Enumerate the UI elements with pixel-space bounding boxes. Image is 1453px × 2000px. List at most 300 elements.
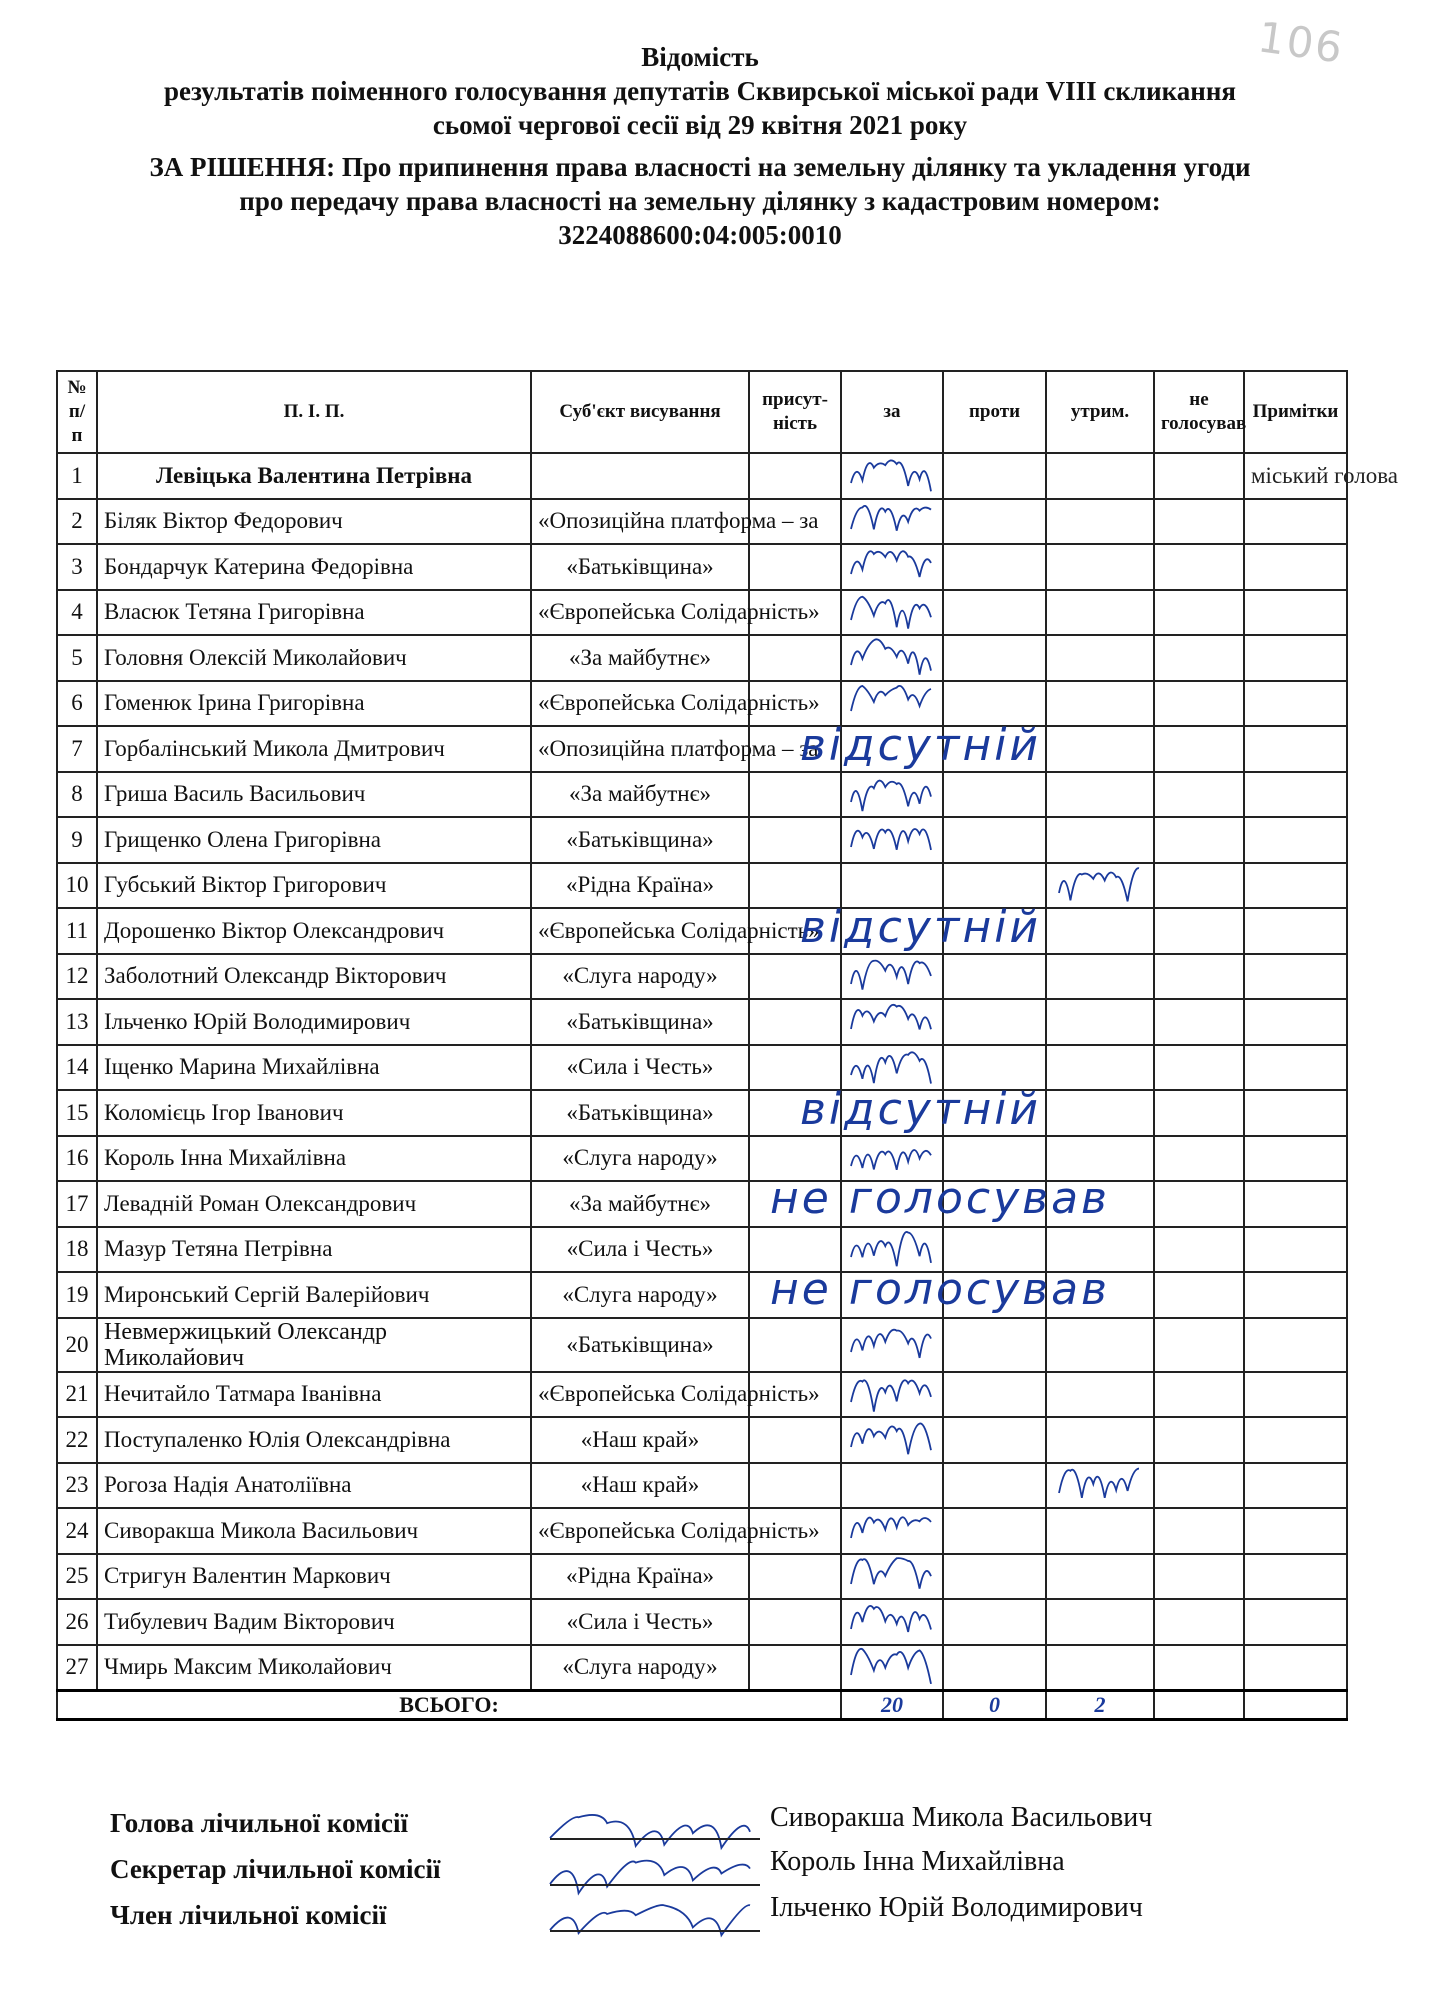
cell-not-voted [1154,817,1244,863]
cell-for [841,1554,943,1600]
total-for: 20 [841,1691,943,1720]
commission-secretary [110,1854,440,1885]
nominating-party: «Батьківщина» [531,999,749,1045]
col-header-present: присут-ність [749,371,841,453]
row-note [1244,1645,1347,1691]
cell-abstain [1046,1090,1154,1136]
cell-for [841,999,943,1045]
cell-for [841,681,943,727]
row-number: 3 [57,544,97,590]
row-number: 24 [57,1508,97,1554]
table-row [57,1272,1347,1318]
cell-present [749,772,841,818]
cell-against [943,1554,1046,1600]
cell-not-voted [1154,1318,1244,1372]
cell-not-voted [1154,863,1244,909]
row-number: 12 [57,954,97,1000]
deputy-name: Дорошенко Віктор Олександрович [97,908,531,954]
total-label: ВСЬОГО: [57,1691,841,1720]
table-row [57,1181,1347,1227]
deputy-name: Рогоза Надія Анатоліївна [97,1463,531,1509]
deputy-name: Ільченко Юрій Володимирович [97,999,531,1045]
row-number: 10 [57,863,97,909]
row-number: 16 [57,1136,97,1182]
nominating-party: «Рідна Країна» [531,1554,749,1600]
row-note [1244,772,1347,818]
cell-against [943,681,1046,727]
nominating-party: «Наш край» [531,1463,749,1509]
row-number: 27 [57,1645,97,1691]
deputy-name: Горбалінський Микола Дмитрович [97,726,531,772]
cell-for [841,1645,943,1691]
nominating-party: «За майбутнє» [531,635,749,681]
table-row [57,635,1347,681]
commission-chair-name: Сиворакша Микола Васильович [770,1802,1153,1833]
nominating-party: «Європейська Солідарність» [531,1372,749,1418]
document-subtitle-line1: результатів поіменного голосування депутатів Сквирської міської ради VIII скликання [163,76,1237,106]
cell-present [749,1417,841,1463]
total-abstain: 2 [1046,1691,1154,1720]
col-header-party: Суб'єкт висування [531,371,749,453]
table-row [57,817,1347,863]
row-number: 2 [57,499,97,545]
cell-abstain [1046,1136,1154,1182]
col-header-num: № п/п [57,371,97,453]
table-row [57,1463,1347,1509]
row-number: 4 [57,590,97,636]
cell-present [749,1599,841,1645]
cell-not-voted [1154,1090,1244,1136]
cell-against [943,1136,1046,1182]
row-number: 1 [57,453,97,499]
cell-abstain [1046,726,1154,772]
cell-abstain [1046,1227,1154,1273]
cell-against [943,1045,1046,1091]
cell-against [943,817,1046,863]
nominating-party: «Європейська Солідарність» [531,908,749,954]
cell-for [841,635,943,681]
row-note [1244,635,1347,681]
cell-abstain [1046,908,1154,954]
row-number: 26 [57,1599,97,1645]
table-row [57,772,1347,818]
row-note [1244,1136,1347,1182]
cell-for [841,1181,943,1227]
cell-not-voted [1154,635,1244,681]
cell-abstain [1046,772,1154,818]
nominating-party: «Опозиційна платформа – за [531,726,749,772]
deputy-name: Стригун Валентин Маркович [97,1554,531,1600]
nominating-party: «Слуга народу» [531,1272,749,1318]
cell-against [943,1599,1046,1645]
nominating-party: «Сила і Честь» [531,1227,749,1273]
cell-not-voted [1154,590,1244,636]
row-note [1244,1318,1347,1372]
cell-not-voted [1154,954,1244,1000]
cell-for [841,1272,943,1318]
page-number: 106 [1255,12,1348,73]
table-row [57,681,1347,727]
handwritten-note: не голосував [770,1173,1110,1224]
deputy-name: Коломієць Ігор Іванович [97,1090,531,1136]
row-note [1244,908,1347,954]
cell-not-voted [1154,681,1244,727]
cell-not-voted [1154,1045,1244,1091]
cell-abstain [1046,954,1154,1000]
cell-abstain [1046,635,1154,681]
table-row [57,1227,1347,1273]
row-note [1244,1508,1347,1554]
cell-present [749,1272,841,1318]
table-row [57,999,1347,1045]
cell-abstain [1046,499,1154,545]
cell-present [749,1045,841,1091]
cell-for [841,908,943,954]
cell-not-voted [1154,1554,1244,1600]
cell-against [943,999,1046,1045]
deputy-name: Король Інна Михайлівна [97,1136,531,1182]
deputy-name: Губський Віктор Григорович [97,863,531,909]
cell-not-voted [1154,1136,1244,1182]
cell-not-voted [1154,999,1244,1045]
col-header-name: П. І. П. [97,371,531,453]
row-note [1244,1463,1347,1509]
cell-abstain [1046,1272,1154,1318]
cell-against [943,635,1046,681]
deputy-name: Іщенко Марина Михайлівна [97,1045,531,1091]
row-number: 11 [57,908,97,954]
row-note [1244,726,1347,772]
row-note [1244,1272,1347,1318]
total-row [57,1691,1347,1720]
nominating-party: «Європейська Солідарність» [531,1508,749,1554]
row-number: 9 [57,817,97,863]
row-note [1244,999,1347,1045]
table-row [57,1090,1347,1136]
table-header-row [57,371,1347,453]
cell-present [749,954,841,1000]
cell-against [943,1227,1046,1273]
cell-present [749,635,841,681]
cell-not-voted [1154,772,1244,818]
deputy-name: Нечитайло Татмара Іванівна [97,1372,531,1418]
deputy-name: Тибулевич Вадим Вікторович [97,1599,531,1645]
row-note [1244,544,1347,590]
nominating-party: «Наш край» [531,1417,749,1463]
cell-not-voted [1154,1181,1244,1227]
deputy-name: Власюк Тетяна Григорівна [97,590,531,636]
row-number: 13 [57,999,97,1045]
deputy-name: Заболотний Олександр Вікторович [97,954,531,1000]
cell-for [841,1090,943,1136]
cell-for [841,1372,943,1418]
table-row [57,726,1347,772]
cell-not-voted [1154,544,1244,590]
cell-abstain [1046,1554,1154,1600]
handwritten-note: відсутній [800,720,1042,771]
commission-secretary-name: Король Інна Михайлівна [770,1846,1065,1877]
cell-for [841,1508,943,1554]
commission-member [110,1900,387,1931]
deputy-name: Гоменюк Ірина Григорівна [97,681,531,727]
row-note [1244,1599,1347,1645]
handwritten-note: відсутній [800,1084,1042,1135]
cell-present [749,1181,841,1227]
cell-against [943,1508,1046,1554]
nominating-party: «Батьківщина» [531,1090,749,1136]
cell-for [841,499,943,545]
handwritten-note: не голосував [770,1264,1110,1315]
col-header-for: за [841,371,943,453]
cell-for [841,863,943,909]
cell-abstain [1046,590,1154,636]
nominating-party: «Опозиційна платформа – за [531,499,749,545]
cell-not-voted [1154,1272,1244,1318]
signature-line [550,1838,760,1840]
cell-for [841,1599,943,1645]
nominating-party: «Слуга народу» [531,1136,749,1182]
cell-against [943,772,1046,818]
deputy-name: Біляк Віктор Федорович [97,499,531,545]
cell-not-voted [1154,726,1244,772]
row-number: 19 [57,1272,97,1318]
cell-not-voted [1154,1227,1244,1273]
table-row [57,1508,1347,1554]
row-note [1244,1090,1347,1136]
col-header-note: Примітки [1244,371,1347,453]
voting-table [56,370,1398,1721]
cell-for [841,726,943,772]
nominating-party: «Сила і Честь» [531,1045,749,1091]
col-header-against: проти [943,371,1046,453]
row-note [1244,1554,1347,1600]
signature-mark [550,1815,750,1848]
col-header-not-voted: не голосував [1154,371,1244,453]
cell-against [943,1272,1046,1318]
cell-for [841,590,943,636]
row-number: 14 [57,1045,97,1091]
deputy-name: Мазур Тетяна Петрівна [97,1227,531,1273]
nominating-party: «Слуга народу» [531,1645,749,1691]
nominating-party: «За майбутнє» [531,772,749,818]
row-number: 23 [57,1463,97,1509]
deputy-name: Головня Олексій Миколайович [97,635,531,681]
row-number: 15 [57,1090,97,1136]
cell-against [943,1463,1046,1509]
row-number: 5 [57,635,97,681]
cell-against [943,726,1046,772]
row-note [1244,1417,1347,1463]
deputy-name: Левіцька Валентина Петрівна [97,453,531,499]
decision-line2: про передачу права власності на земельну ділянку з кадастровим номером: [239,186,1161,216]
table-row [57,453,1347,499]
nominating-party: «Європейська Солідарність» [531,681,749,727]
deputy-name: Бондарчук Катерина Федорівна [97,544,531,590]
deputy-name: Грищенко Олена Григорівна [97,817,531,863]
commission-member-name: Ільченко Юрій Володимирович [770,1892,1143,1923]
cell-against [943,1181,1046,1227]
decision-line1: ЗА РІШЕННЯ: Про припинення права власності на земельну ділянку та укладення угоди [149,152,1251,182]
cell-present [749,817,841,863]
row-number: 21 [57,1372,97,1418]
table-row [57,1136,1347,1182]
cell-present [749,1136,841,1182]
cell-abstain [1046,544,1154,590]
cell-not-voted [1154,1508,1244,1554]
cell-against [943,544,1046,590]
cell-against [943,1318,1046,1372]
handwritten-note: відсутній [800,902,1042,953]
table-row [57,590,1347,636]
row-note [1244,1181,1347,1227]
deputy-name: Поступаленко Юлія Олександрівна [97,1417,531,1463]
document-header [30,40,1370,252]
cell-present [749,1554,841,1600]
table-row [57,954,1347,1000]
signature-line [550,1884,760,1886]
total-note [1244,1691,1347,1720]
cell-against [943,1417,1046,1463]
table-row [57,863,1347,909]
row-number: 25 [57,1554,97,1600]
nominating-party: «Рідна Країна» [531,863,749,909]
table-row [57,1417,1347,1463]
cell-abstain [1046,681,1154,727]
cell-against [943,863,1046,909]
cell-against [943,1090,1046,1136]
cell-not-voted [1154,1463,1244,1509]
nominating-party: «Батьківщина» [531,1318,749,1372]
table-row [57,1318,1347,1372]
document-title: Відомість [641,42,759,72]
row-number: 6 [57,681,97,727]
cell-present [749,1463,841,1509]
row-number: 22 [57,1417,97,1463]
total-not-voted [1154,1691,1244,1720]
table-row [57,1645,1347,1691]
cell-present [749,999,841,1045]
cell-abstain [1046,1181,1154,1227]
cell-present [749,544,841,590]
row-note: міський голова [1244,453,1347,499]
row-number: 17 [57,1181,97,1227]
cell-present [749,1645,841,1691]
col-header-abstain: утрим. [1046,371,1154,453]
row-note [1244,863,1347,909]
cell-for [841,1045,943,1091]
cell-against [943,1645,1046,1691]
table-row [57,1045,1347,1091]
nominating-party: «Сила і Честь» [531,1599,749,1645]
deputy-name: Чмирь Максим Миколайович [97,1645,531,1691]
cell-not-voted [1154,1372,1244,1418]
row-note [1244,681,1347,727]
cell-abstain [1046,1599,1154,1645]
cell-against [943,453,1046,499]
cell-not-voted [1154,1599,1244,1645]
cell-for [841,1318,943,1372]
cadastral-number: 3224088600:04:005:0010 [558,220,842,250]
cell-against [943,954,1046,1000]
cell-for [841,1227,943,1273]
cell-for [841,1463,943,1509]
commission-chair [110,1808,408,1839]
nominating-party: «Слуга народу» [531,954,749,1000]
table-row [57,1554,1347,1600]
cell-abstain [1046,999,1154,1045]
table-row [57,499,1347,545]
deputy-name: Сиворакша Микола Васильович [97,1508,531,1554]
signature-line [550,1930,760,1932]
cell-for [841,453,943,499]
cell-present [749,453,841,499]
row-note [1244,817,1347,863]
commission-role: Голова лічильної комісії [110,1808,408,1838]
table-row [57,1599,1347,1645]
cell-abstain [1046,863,1154,909]
cell-abstain [1046,1508,1154,1554]
cell-for [841,817,943,863]
commission-role: Член лічильної комісії [110,1900,387,1930]
cell-present [749,1090,841,1136]
cell-for [841,772,943,818]
deputy-name: Левадній Роман Олександрович [97,1181,531,1227]
cell-abstain [1046,1372,1154,1418]
cell-not-voted [1154,453,1244,499]
cell-for [841,954,943,1000]
table-row [57,908,1347,954]
commission-role: Секретар лічильної комісії [110,1854,441,1884]
cell-abstain [1046,1463,1154,1509]
cell-abstain [1046,1318,1154,1372]
total-against: 0 [943,1691,1046,1720]
cell-abstain [1046,1045,1154,1091]
nominating-party: «Батьківщина» [531,544,749,590]
cell-not-voted [1154,499,1244,545]
row-note [1244,1045,1347,1091]
row-number: 20 [57,1318,97,1372]
row-number: 7 [57,726,97,772]
table-row [57,1372,1347,1418]
row-note [1244,499,1347,545]
cell-against [943,908,1046,954]
row-note [1244,954,1347,1000]
nominating-party: «Батьківщина» [531,817,749,863]
cell-present [749,1227,841,1273]
cell-against [943,590,1046,636]
cell-for [841,1136,943,1182]
deputy-name: Гриша Василь Васильович [97,772,531,818]
deputy-name: Миронський Сергій Валерійович [97,1272,531,1318]
cell-abstain [1046,1417,1154,1463]
cell-abstain [1046,1645,1154,1691]
cell-for [841,1417,943,1463]
cell-abstain [1046,453,1154,499]
cell-against [943,1372,1046,1418]
row-note [1244,590,1347,636]
cell-for [841,544,943,590]
nominating-party: «Європейська Солідарність» [531,590,749,636]
cell-present [749,1318,841,1372]
row-note [1244,1227,1347,1273]
deputy-name: Невмержицький Олександр Миколайович [97,1318,531,1372]
cell-not-voted [1154,908,1244,954]
nominating-party: «За майбутнє» [531,1181,749,1227]
row-number: 18 [57,1227,97,1273]
row-note [1244,1372,1347,1418]
document-subtitle-line2: сьомої чергової сесії від 29 квітня 2021 року [432,110,968,140]
cell-abstain [1046,817,1154,863]
